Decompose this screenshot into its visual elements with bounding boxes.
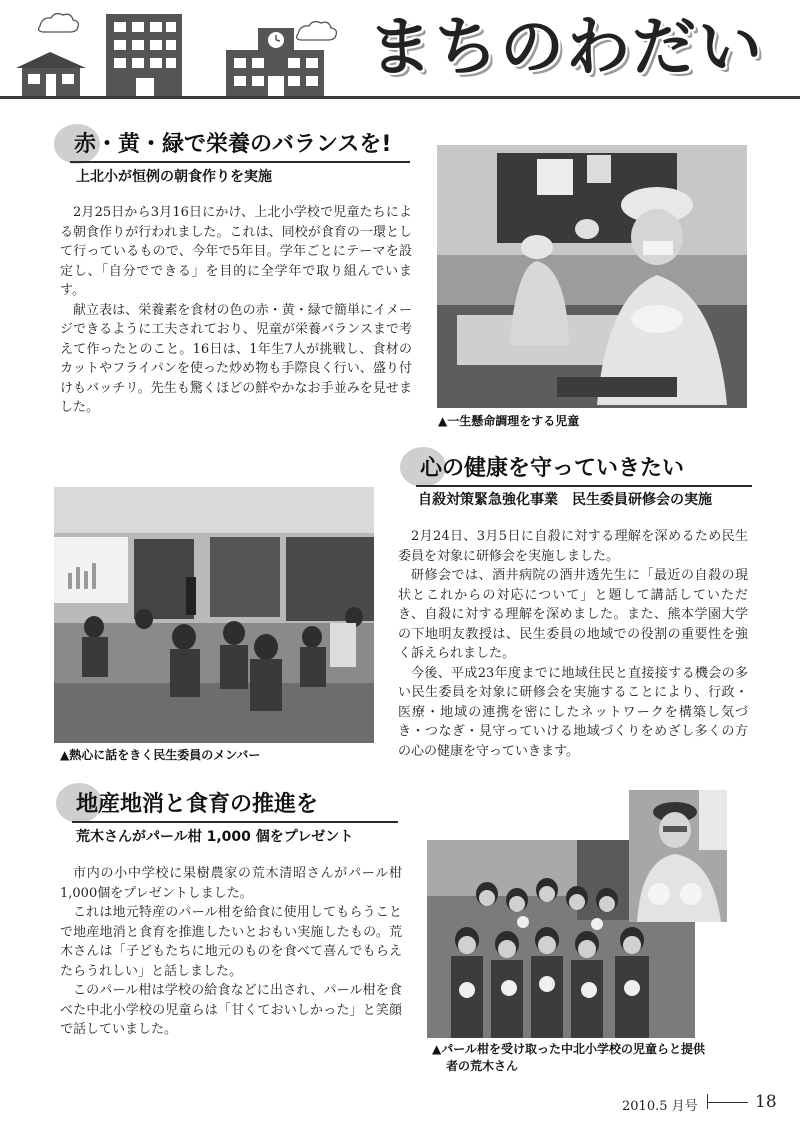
seminar-photo — [54, 487, 374, 743]
header-illustration — [0, 0, 360, 100]
article-3-caption-line: 者の荒木さん — [446, 1059, 519, 1073]
article-1-title: 赤・黄・緑で栄養のバランスを! — [74, 132, 392, 157]
article-3-paragraph: これは地元特産のパール柑を給食に使用してもらうことで地産地消と食育を推進したいとおもい実施したもの。荒木さんは「子どもたちに地元のものを食べて喜んでもらえたらうれしい」と話しました。 — [60, 905, 402, 979]
article-2-paragraph: 今後、平成23年度までに地域住民と直接接する機会の多い民生委員を対象に研修会を実施することにより、行政・医療・地域の連携を密にしたネットワークを構築し気づき・つなぎ・見守っていける地域づくりをめざし多くの方の心の健康を守っていきます。 — [398, 665, 748, 759]
article-1-paragraph: 献立表は、栄養素を食材の色の赤・黄・緑で簡単にイメージできるように工夫されており、児童が栄養バランスまで考えて作ったとのこと。16日は、1年生7人が挑戦し、食材のカットやフライパンを使った炒め物も手際良く行い、盛り付けもバッチリ。先生も驚くほどの鮮やかなお手並みを見せました。 — [60, 302, 412, 415]
article-3-caption-line: ▲パール柑を受け取った中北小学校の児童らと提供 — [432, 1042, 705, 1056]
article-3-subtitle: 荒木さんがパール柑 1,000 個をプレゼント — [76, 829, 354, 845]
article-1-body — [60, 203, 412, 418]
article-2-paragraph: 2月24日、3月5日に自殺に対する理解を深めるため民生委員を対象に研修会を実施しました。 — [398, 529, 748, 564]
article-3-paragraph: 市内の小中学校に果樹農家の荒木清昭さんがパール柑1,000個をプレゼントしました。 — [60, 866, 402, 901]
farmer-portrait-image — [629, 790, 727, 922]
article-2-body — [398, 527, 748, 761]
article-2-paragraph: 研修会では、酒井病院の酒井透先生に「最近の自殺の現状とこれからの対応について」と題して講話していただき、自殺に対する理解を深めました。また、熊本学園大学の下地明友教授は、民生委員の地域での役割の重要性を強く訴えられました。 — [398, 568, 748, 661]
article-3-title: 地産地消と食育の推進を — [76, 792, 319, 817]
seminar-scene-image — [54, 487, 374, 743]
article-1-title-rule — [70, 161, 410, 163]
folio-tick — [707, 1094, 708, 1109]
article-2-caption: ▲熱心に話をきく民生委員のメンバー — [60, 748, 261, 762]
header-rule — [0, 96, 800, 99]
town-skyline-icon — [0, 0, 360, 100]
cooking-children-photo — [437, 145, 747, 408]
masthead-title: まちのわだい — [368, 11, 764, 85]
article-1-subtitle: 上北小が恒例の朝食作りを実施 — [76, 169, 272, 185]
article-3-body — [60, 864, 402, 1040]
article-2-title-rule — [416, 485, 752, 487]
farmer-portrait-photo — [629, 790, 727, 922]
issue-label: 2010.5 月号 — [622, 1099, 698, 1114]
article-2-title: 心の健康を守っていきたい — [420, 456, 685, 481]
cooking-scene-image — [437, 145, 747, 408]
article-2-subtitle: 自殺対策緊急強化事業 民生委員研修会の実施 — [418, 492, 712, 508]
article-1-caption: ▲一生懸命調理をする児童 — [438, 414, 580, 428]
folio-rule — [708, 1102, 748, 1103]
article-3-paragraph: このパール柑は学校の給食などに出され、パール柑を食べた中北小学校の児童らは「甘くておいしかった」と笑顔で話していました。 — [60, 983, 402, 1037]
article-1-paragraph: 2月25日から3月16日にかけ、上北小学校で児童たちによる朝食作りが行われました。これは、同校が食育の一環として行っているもので、今年で5年目。学年ごとにテーマを設定し、「自分でできる」を目的に全学年で取り組んでいます。 — [60, 205, 412, 298]
article-3-caption — [432, 1041, 705, 1075]
page-number: 18 — [755, 1092, 777, 1112]
article-3-title-rule — [72, 821, 398, 823]
